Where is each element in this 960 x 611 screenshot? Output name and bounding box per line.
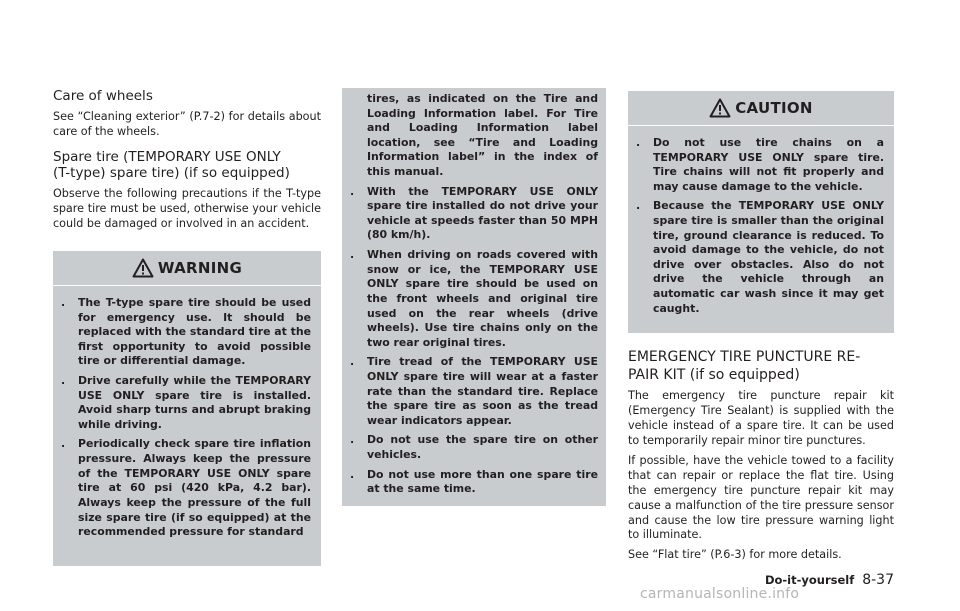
- repair-kit-heading: [628, 348, 894, 384]
- bullet: .: [350, 355, 355, 369]
- bullet: .: [61, 374, 66, 388]
- bullet: .: [350, 433, 355, 447]
- repair-kit-para-2: If possible, have the vehicle towed to a facility that can repair or replace the flat tire. Using the emergency tire puncture repair kit may cause a malfunction of the tire pressure sensor and cause the low tire pressure warning light to illuminate.: [628, 453, 894, 542]
- list-item: tires, as indicated on the Tire and Loading Information label. For Tire and Loading Information label location, see “Tire and Loading Information label” in the index of this manual.: [367, 92, 598, 179]
- warning-box-continued: [342, 88, 606, 506]
- spare-tire-heading-line2: (T-type) spare tire) (if so equipped): [53, 165, 290, 182]
- list-item: . Periodically check spare tire inflation pressure. Always keep the pressure of the TEMPORARY USE ONLY spare tire at 60 psi (420 kPa, 4.2 bar). Always keep the pressure of the full size spare tire (if so equipped) at the recommended pressure for standard: [61, 437, 311, 539]
- watermark: carmanualsonline.info: [640, 586, 800, 602]
- bullet: .: [61, 296, 66, 309]
- warning-list-continued: [342, 88, 606, 497]
- care-of-wheels-heading: Care of wheels: [53, 88, 153, 104]
- list-item: . When driving on roads covered with snow or ice, the TEMPORARY USE ONLY spare tire should be used on the front wheels and original tire used on the rear wheels (drive wheels). Use tire chains only on the two rear original tires.: [350, 248, 598, 349]
- repair-kit-para-3: See “Flat tire” (P.6-3) for more details.: [628, 548, 842, 562]
- repair-kit-para-1: The emergency tire puncture repair kit (Emergency Tire Sealant) is supplied with the vehicle instead of a spare tire. It can be used to temporarily repair minor tire punctures.: [628, 389, 894, 448]
- caution-title: CAUTION: [735, 99, 813, 117]
- list-item: . Do not use the spare tire on other vehicles.: [350, 433, 598, 462]
- bullet: .: [350, 467, 355, 481]
- bullet: .: [636, 136, 641, 149]
- warning-box: [53, 251, 321, 566]
- repair-kit-section: [628, 348, 894, 563]
- list-item: . Because the TEMPORARY USE ONLY spare tire is smaller than the original tire, ground clearance is reduced. To avoid damage to the vehicle, do not drive over obstacles. Also do not drive the vehicle through an automatic car wash since it may get caught.: [636, 199, 884, 315]
- spare-tire-text: Observe the following precautions if the T-type spare tire must be used, otherwise your vehicle could be damaged or involved in an accident.: [53, 186, 321, 230]
- bullet: .: [61, 437, 66, 451]
- caution-triangle-icon: [709, 98, 731, 118]
- spare-tire-heading: [53, 149, 321, 182]
- list-item: . The T-type spare tire should be used for emergency use. It should be replaced with the standard tire at the first opportunity to avoid possible tire or differential damage.: [61, 296, 311, 368]
- list-item: . Do not use tire chains on a TEMPORARY USE ONLY spare tire. Tire chains will not fit properly and may cause damage to the vehicle.: [636, 136, 884, 193]
- repair-kit-heading-line1: EMERGENCY TIRE PUNCTURE RE-: [628, 349, 861, 365]
- bullet: .: [350, 184, 355, 198]
- list-item: . With the TEMPORARY USE ONLY spare tire installed do not drive your vehicle at speeds faster than 50 MPH (80 km/h).: [350, 184, 598, 242]
- list-item: . Do not use more than one spare tire at the same time.: [350, 467, 598, 496]
- spare-tire-heading-line1: Spare tire (TEMPORARY USE ONLY: [53, 148, 281, 165]
- care-of-wheels-text: See “Cleaning exterior” (P.7-2) for details about care of the wheels.: [53, 109, 321, 138]
- list-item: . Tire tread of the TEMPORARY USE ONLY spare tire will wear at a faster rate than the standard tire. Replace the spare tire as soon as the tread wear indicators appear.: [350, 355, 598, 427]
- warning-title: WARNING: [157, 259, 243, 277]
- repair-kit-heading-line2: PAIR KIT (if so equipped): [628, 367, 800, 384]
- caution-list: [628, 126, 894, 316]
- list-item: . Drive carefully while the TEMPORARY USE ONLY spare tire is installed. Avoid sharp turns and abrupt braking while driving.: [61, 374, 311, 431]
- page-number: 8-37: [862, 572, 894, 588]
- bullet: .: [350, 248, 355, 262]
- caution-box: [628, 91, 894, 333]
- caution-header: [628, 91, 894, 126]
- warning-list: [53, 286, 321, 540]
- warning-triangle-icon: [132, 258, 154, 278]
- warning-header: [53, 251, 321, 286]
- bullet: .: [636, 199, 641, 213]
- section-name: Do-it-yourself: [764, 573, 855, 587]
